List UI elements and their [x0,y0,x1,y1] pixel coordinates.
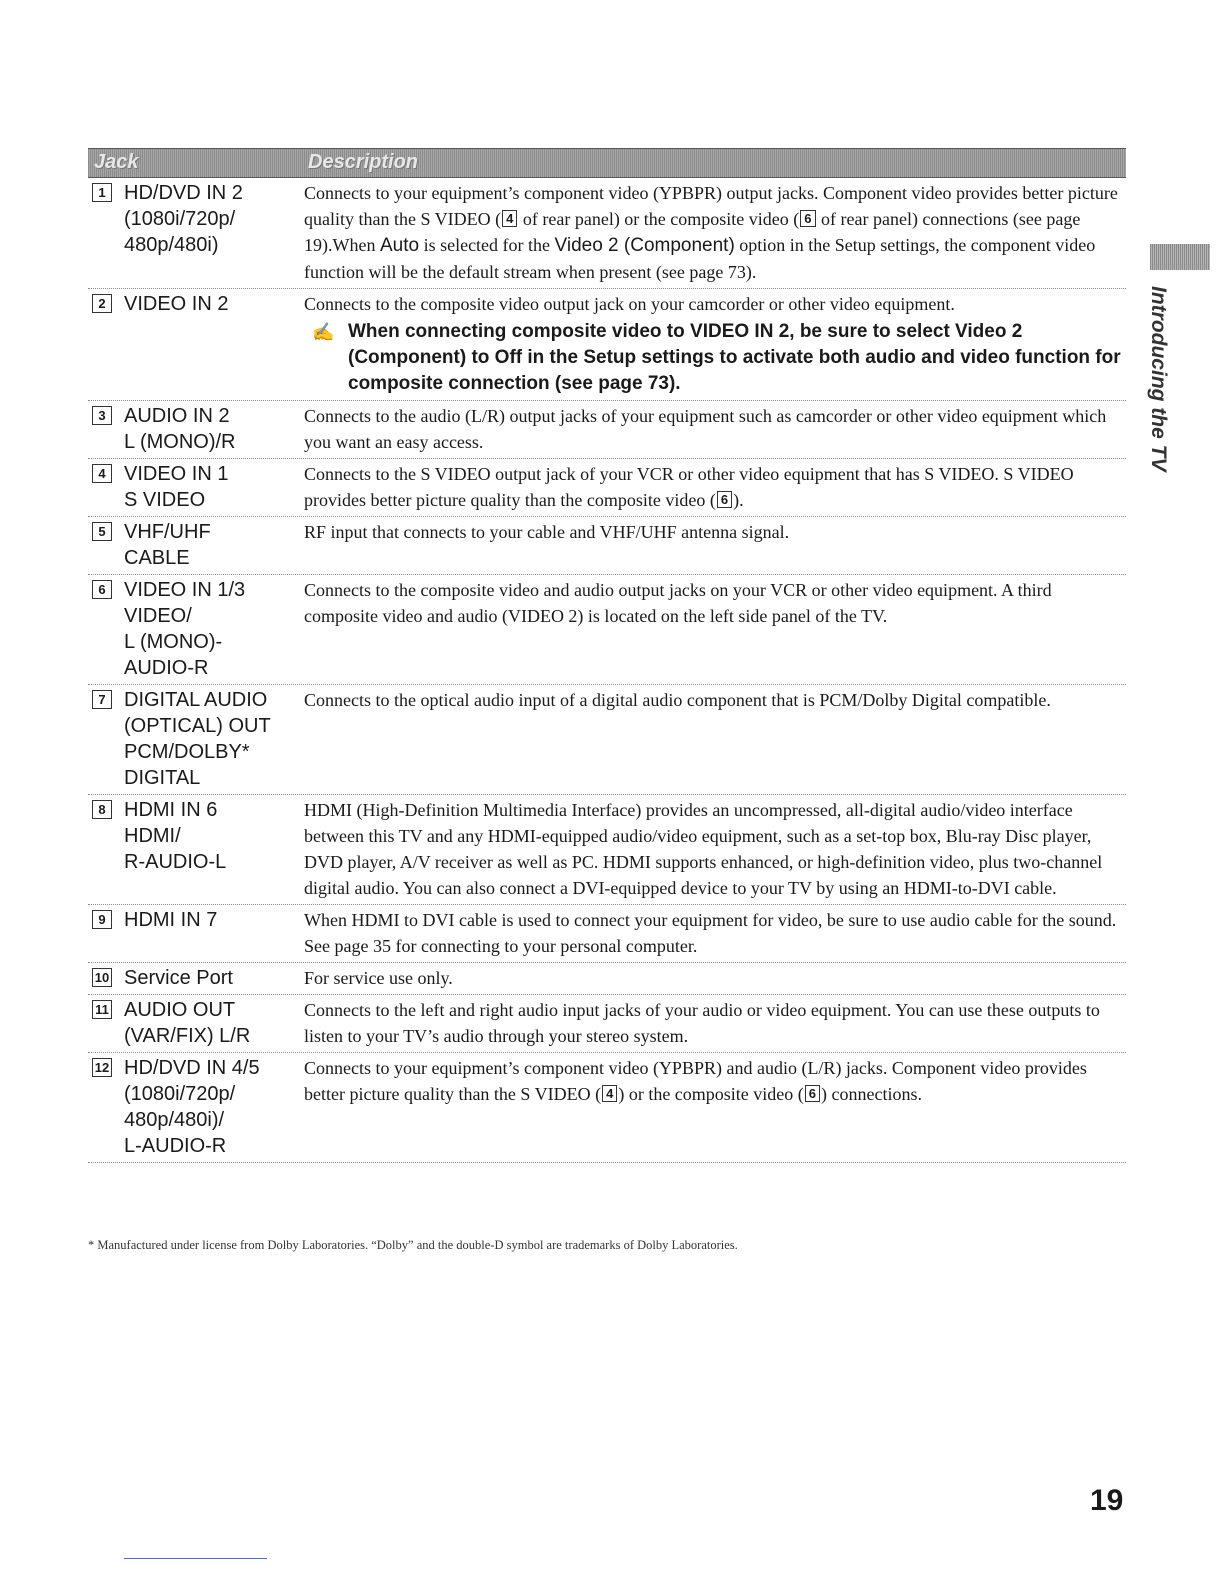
jack-description: When HDMI to DVI cable is used to connect your equipment for video, be sure to use audio cable for the sound. See page 35 for connecting to your personal computer. [304,910,1117,956]
jack-description: For service use only. [304,968,453,988]
ref-number: 6 [717,491,732,508]
jack-name: HD/DVD IN 4/5 (1080i/720p/ 480p/480i)/ L-AUDIO-R [124,1057,260,1157]
table-row [88,517,1126,575]
jack-number: 7 [92,690,112,709]
jack-name: Service Port [124,967,233,989]
jack-name: VHF/UHF CABLE [124,521,211,569]
table-row [88,459,1126,517]
section-tab [1150,244,1210,270]
jack-number: 12 [92,1058,112,1077]
section-label: Introducing the TV [1147,286,1170,472]
note: ✍ When connecting composite video to VIDEO IN 2, be sure to select Video 2 (Component) to Off in the Setup settings to activate both audio and video function for composite connection (see page 73). [312,321,1121,394]
jack-description: Connects to the composite video output jack on your camcorder or other video equipment. ✍ When connecting composite video to VIDEO IN 2, be sure to select Video 2 (Component) to Off in the Setup settings to activate both audio and video function for composite connection (see page 73). [302,291,1126,397]
jack-name: AUDIO OUT (VAR/FIX) L/R [124,999,251,1047]
header-jack: Jack [94,151,139,173]
jack-table [88,148,1126,1163]
jack-description: Connects to the left and right audio input jacks of your audio or video equipment. You can use these outputs to listen to your TV’s audio through your stereo system. [304,1000,1100,1046]
jack-description: HDMI (High-Definition Multimedia Interface) provides an uncompressed, all-digital audio/video interface between this TV and any HDMI-equipped audio/video equipment, such as a set-top box, Blu-ray Disc player, DVD player, A/V receiver as well as PC. HDMI supports enhanced, or high-definition video, plus two-channel digital audio. You can also connect a DVI-equipped device to your TV by using an HDMI-to-DVI cable. [304,800,1103,898]
divider [124,1558,267,1559]
jack-name: HDMI IN 6 HDMI/ R-AUDIO-L [124,799,227,873]
table-row [88,963,1126,995]
jack-number: 2 [92,294,112,313]
table-header [88,148,1126,178]
header-description: Description [308,151,419,173]
jack-name: AUDIO IN 2 L (MONO)/R [124,405,236,453]
page-number: 19 [1090,1484,1124,1517]
table-row [88,685,1126,795]
jack-number: 8 [92,800,112,819]
jack-description: Connects to your equipment’s component video (YPBPR) and audio (L/R) jacks. Component video provides better picture quality than the S VIDEO ( 4 ) or the composite video ( 6 ) connections. [304,1058,1087,1104]
table-row [88,178,1126,289]
jack-name: HD/DVD IN 2 (1080i/720p/ 480p/480i) [124,182,243,256]
ref-number: 6 [800,210,815,227]
jack-description: Connects to your equipment’s component video (YPBPR) output jacks. Component video provides better picture quality than the S VIDEO ( 4 of rear panel) or the composite video ( 6 of rear panel) connections (see page 19).When Auto is selected for the Video 2 (Component) option in the Setup settings, the component video function will be the default stream when present (see page 73). [304,183,1118,282]
jack-description: Connects to the composite video and audio output jacks on your VCR or other video equipment. A third composite video and audio (VIDEO 2) is located on the left side panel of the TV. [304,580,1052,626]
jack-description: Connects to the audio (L/R) output jacks of your equipment such as camcorder or other video equipment which you want an easy access. [304,406,1107,452]
jack-number: 4 [92,464,112,483]
table-row [88,401,1126,459]
ref-number: 4 [602,1085,617,1102]
table-row [88,289,1126,401]
jack-number: 10 [92,968,112,987]
ref-number: 6 [805,1085,820,1102]
ref-number: 4 [502,210,517,227]
jack-description: RF input that connects to your cable and VHF/UHF antenna signal. [304,522,790,542]
jack-name: VIDEO IN 1 S VIDEO [124,463,229,511]
table-row [88,575,1126,685]
jack-name: VIDEO IN 2 [124,293,229,315]
jack-number: 1 [92,183,112,202]
jack-number: 9 [92,910,112,929]
pencil-note-icon: ✍ [312,322,335,342]
jack-name: DIGITAL AUDIO (OPTICAL) OUT PCM/DOLBY* DIGITAL [124,689,271,789]
jack-number: 6 [92,580,112,599]
jack-number: 11 [92,1000,112,1019]
table-row [88,995,1126,1053]
jack-name: HDMI IN 7 [124,909,218,931]
table-row [88,795,1126,905]
jack-name: VIDEO IN 1/3 VIDEO/ L (MONO)- AUDIO-R [124,579,246,679]
footnote: * Manufactured under license from Dolby Laboratories. “Dolby” and the double-D symbol are trademarks of Dolby Laboratories. [88,1238,738,1252]
jack-number: 5 [92,522,112,541]
table-row [88,1053,1126,1163]
table-row [88,905,1126,963]
jack-number: 3 [92,406,112,425]
jack-description: Connects to the S VIDEO output jack of your VCR or other video equipment that has S VIDEO. S VIDEO provides better picture quality than the composite video ( 6 ). [304,464,1074,510]
jack-description: Connects to the optical audio input of a digital audio component that is PCM/Dolby Digital compatible. [304,690,1051,710]
